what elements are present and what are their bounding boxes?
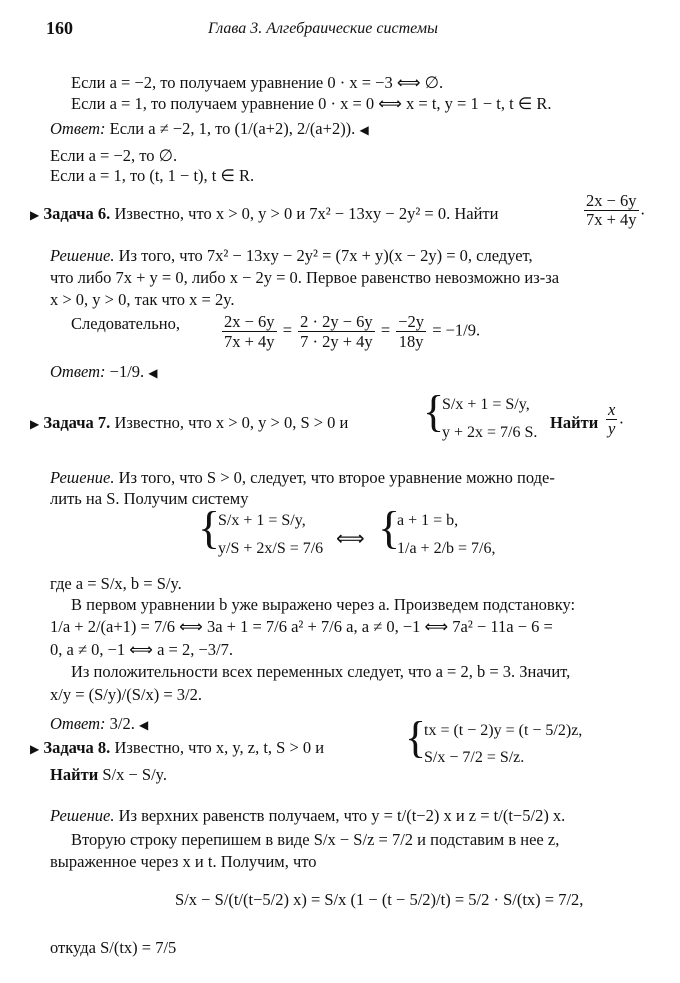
solution-6-line-4: Следовательно, — [71, 314, 180, 333]
solution-7-line-4: В первом уравнении b уже выражено через a. Произведем подстановку: — [71, 595, 576, 614]
problem-8-label: Задача 8. — [43, 738, 111, 757]
fraction-numerator: 2 · 2y − 6y — [300, 312, 373, 331]
problem-6-fraction: $\frac{2x - 6y}{7x + 4y}$ . — [586, 191, 645, 229]
fraction-numerator: −2y — [398, 312, 425, 331]
system-right-eq-2: 1/a + 2/b = 7/6, — [397, 540, 496, 557]
solution-text: Из того, что S > 0, следует, что второе уравнение можно поде- — [118, 468, 555, 487]
fraction-denominator: 7x + 4y — [224, 332, 275, 351]
end-marker-icon: ◀ — [138, 718, 149, 732]
problem-marker-icon: ▶ — [30, 742, 40, 756]
solution-7-line-1 — [50, 468, 555, 488]
solution-6-line-3: x > 0, y > 0, так что x = 2y. — [50, 290, 235, 309]
solution-8-line-1 — [50, 806, 565, 826]
solution-7-line-8: x/y = (S/y)/(S/x) = 3/2. — [50, 685, 202, 704]
end-marker-icon: ◀ — [359, 123, 369, 137]
system-eq-2: y + 2x = 7/6 S. — [442, 424, 538, 441]
problem-8-find — [50, 765, 167, 785]
system-right-eq-1: a + 1 = b, — [397, 512, 459, 529]
end-marker-icon: ◀ — [148, 366, 158, 380]
solution-text: Из верхних равенств получаем, что y = t/(t−2) x и z = t/(t−5/2) x. — [118, 806, 566, 825]
problem-7 — [30, 413, 348, 434]
solution-8-equation: S/x − S/(t/(t−5/2) x) = S/x (1 − (t − 5/2)/t) = 5/2 · S/(tx) = 7/2, — [175, 890, 584, 909]
answer-label: Ответ: — [50, 714, 106, 733]
solution-8-line-4: откуда S/(tx) = 7/5 — [50, 938, 177, 957]
solution-label: Решение. — [50, 468, 115, 487]
problem-6-label: Задача 6. — [43, 204, 111, 223]
system-eq-1: S/x + 1 = S/y, — [442, 396, 530, 413]
chapter-title: Глава 3. Алгебраические системы — [208, 20, 438, 37]
fraction-numerator: 2x − 6y — [224, 312, 275, 331]
text-line-5: Если a = 1, то (t, 1 − t), t ∈ R. — [50, 166, 255, 185]
equivalence-symbol: ⟺ — [336, 528, 365, 550]
solution-text: Из того, что 7x² − 13xy − 2y² = (7x + y)(x − 2y) = 0, следует, — [118, 246, 533, 265]
problem-6-text: Известно, что x > 0, y > 0 и 7x² − 13xy − 2y² = 0. Найти — [114, 204, 499, 223]
equation-result: = −1/9. — [432, 320, 481, 340]
answer-text: 3/2. — [109, 714, 135, 733]
system-brace: { — [378, 502, 401, 553]
find-label: Найти — [550, 413, 599, 432]
system-brace: { — [198, 502, 221, 553]
find-label: Найти — [50, 765, 99, 784]
solution-6-line-2: что либо 7x + y = 0, либо x − 2y = 0. Первое равенство невозможно из-за — [50, 268, 560, 287]
problem-7-text: Известно, что x > 0, y > 0, S > 0 и — [114, 413, 349, 432]
text-line-4: Если a = −2, то ∅. — [50, 146, 178, 165]
answer-line — [50, 119, 369, 140]
text-line-2: Если a = 1, то получаем уравнение 0 · x = 0 ⟺ x = t, y = 1 − t, t ∈ R. — [71, 94, 552, 113]
text-line-1: Если a = −2, то получаем уравнение 0 · x = −3 ⟺ ∅. — [71, 73, 444, 92]
problem-7-label: Задача 7. — [43, 413, 111, 432]
answer-text: Если a ≠ −2, 1, то (1/(a+2), 2/(a+2)). — [109, 119, 356, 138]
system-left-eq-1: S/x + 1 = S/y, — [218, 512, 306, 529]
system-brace: { — [405, 713, 427, 762]
fraction-denominator: 7x + 4y — [586, 210, 637, 229]
fraction-numerator: 2x − 6y — [586, 191, 637, 210]
solution-7-line-3: где a = S/x, b = S/y. — [50, 574, 182, 593]
solution-label: Решение. — [50, 806, 115, 825]
solution-6-line-1 — [50, 246, 533, 266]
solution-6-equation: $\frac{2x - 6y}{7x + 4y}$ = $\frac{2 \cdot 2y - 6y}{7 \cdot 2y + 4y}$ = $\frac{-2y}{18y}$ = −1/9. — [224, 312, 481, 351]
problem-marker-icon: ▶ — [30, 208, 40, 222]
fraction-denominator: y — [608, 419, 616, 438]
solution-8-line-3: выраженное через x и t. Получим, что — [50, 852, 317, 871]
problem-7-fraction: $\frac{x}{y}$ . — [608, 400, 624, 438]
solution-label: Решение. — [50, 246, 115, 265]
solution-7-line-7: Из положительности всех переменных следует, что a = 2, b = 3. Значит, — [71, 662, 571, 681]
problem-8-text: Известно, что x, y, z, t, S > 0 и — [114, 738, 325, 757]
system-left-eq-2: y/S + 2x/S = 7/6 — [218, 540, 324, 557]
fraction-numerator: x — [608, 400, 616, 419]
problem-6 — [30, 204, 498, 225]
solution-7-line-6: 0, a ≠ 0, −1 ⟺ a = 2, −3/7. — [50, 640, 233, 659]
solution-7-line-2: лить на S. Получим систему — [50, 489, 249, 508]
fraction-denominator: 18y — [398, 332, 424, 351]
answer-label: Ответ: — [50, 362, 106, 381]
solution-7-line-5: 1/a + 2/(a+1) = 7/6 ⟺ 3a + 1 = 7/6 a² + 7/6 a, a ≠ 0, −1 ⟺ 7a² − 11a − 6 = — [50, 617, 553, 636]
answer-7 — [50, 714, 148, 735]
system-eq-2: S/x − 7/2 = S/z. — [424, 749, 525, 766]
answer-text: −1/9. — [109, 362, 145, 381]
solution-8-line-2: Вторую строку перепишем в виде S/x − S/z = 7/2 и подставим в нее z, — [71, 830, 560, 849]
find-expression: S/x − S/y. — [102, 765, 167, 784]
answer-label: Ответ: — [50, 119, 106, 138]
fraction-denominator: 7 · 2y + 4y — [300, 332, 373, 351]
problem-marker-icon: ▶ — [30, 417, 40, 431]
answer-6 — [50, 362, 158, 383]
page-number: 160 — [46, 18, 73, 38]
problem-8 — [30, 738, 324, 759]
system-eq-1: tx = (t − 2)y = (t − 5/2)z, — [424, 722, 583, 739]
system-brace: { — [423, 387, 445, 436]
